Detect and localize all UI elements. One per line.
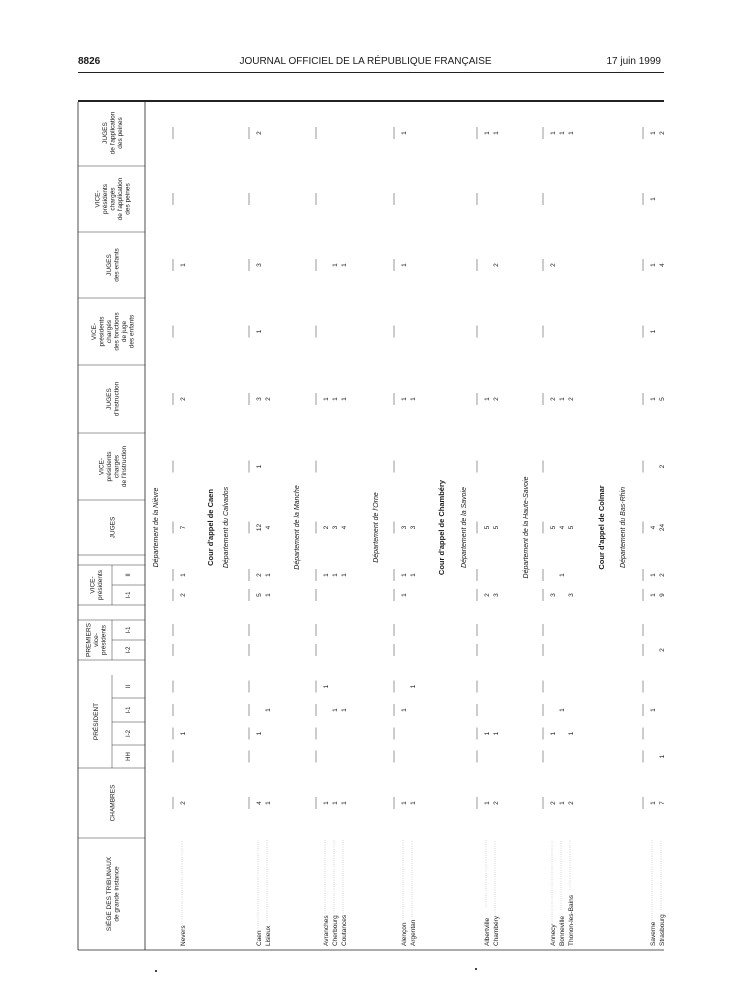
cell-juges_instruction: 3 (256, 397, 263, 401)
cell-vp_ii: 1 (323, 573, 330, 577)
cell-juges_instruction: 1 (650, 397, 657, 401)
column-header-juges_enfants: des enfants (113, 248, 121, 282)
column-header-vp_instruction: de l'instruction (120, 445, 128, 488)
cell-chambres: 2 (550, 801, 557, 805)
cell-vp_ii: 1 (180, 573, 187, 577)
cell-vp_i1: 3 (550, 593, 557, 597)
cour-heading: Cour d'appel de Chambéry (437, 479, 446, 576)
cell-vp_instruction: 1 (256, 464, 263, 469)
cell-juges_instruction: 5 (659, 397, 666, 401)
subcolumn-header-vp_ii: II (126, 573, 132, 577)
subcolumn-header-premiers_vp_i2: I-2 (126, 646, 132, 654)
column-header-vp_instruction: présidents (105, 451, 113, 482)
cell-vp_ii: 1 (341, 573, 348, 577)
cell-juges: 4 (650, 525, 657, 530)
cell-juges_enfants: 1 (332, 263, 339, 267)
cell-president_i1: 1 (332, 708, 339, 712)
cell-president_i1: 1 (559, 708, 566, 712)
cell-juges: 7 (180, 525, 187, 530)
cell-premiers_vp_i2: 2 (659, 648, 666, 652)
column-header-juges_instruction: d'instruction (113, 381, 121, 417)
column-header-vp: VICE- (89, 576, 97, 594)
cell-juges_instruction: 1 (341, 397, 348, 401)
tribunal-name: Saverne (650, 921, 657, 946)
departement-heading: Département de l'Orne (373, 492, 380, 563)
cell-juges_enfants: 4 (659, 263, 666, 267)
cell-president_i2: 1 (484, 731, 491, 736)
cell-juges: 12 (256, 523, 263, 532)
tribunal-name: Lisieux (265, 925, 272, 946)
cell-president_ii: 1 (410, 684, 417, 689)
journal-title: JOURNAL OFFICIEL DE LA RÉPUBLIQUE FRANÇAISE (239, 56, 492, 67)
cell-juges_application: 1 (484, 131, 491, 135)
cell-juges: 4 (559, 525, 566, 530)
tribunal-name: Chambéry (493, 916, 500, 946)
cell-chambres: 1 (559, 801, 566, 805)
subcolumn-header-president_i1: I-1 (126, 706, 132, 714)
cell-juges_instruction: 1 (484, 397, 491, 401)
cell-juges: 2 (323, 525, 330, 530)
cell-chambres: 1 (323, 801, 330, 805)
tribunal-name: Albertville (484, 917, 491, 946)
cell-vp_i1: 5 (256, 593, 263, 597)
cell-chambres: 1 (410, 801, 417, 805)
cell-juges_enfants: 1 (401, 263, 408, 267)
tribunal-name: Cherbourg (332, 915, 339, 946)
subcolumn-header-president_ii: II (126, 684, 132, 689)
cell-chambres: 4 (256, 801, 263, 805)
column-header-vp_application: chargés (109, 187, 117, 211)
cell-juges: 24 (659, 523, 666, 532)
subcolumn-header-president_i2: I-2 (126, 729, 132, 738)
cell-president_i1: 1 (265, 708, 272, 712)
cell-juges: 4 (265, 525, 272, 530)
tribunal-name: Bonneville (559, 916, 566, 946)
column-header-vp_enfants: chargés (105, 319, 113, 344)
cell-juges_enfants: 2 (550, 263, 557, 267)
cell-vp_enfants: 1 (650, 329, 657, 334)
cell-vp_ii: 2 (659, 573, 666, 577)
departement-heading: Département de la Haute-Savoie (523, 476, 530, 579)
cour-heading: Cour d'appel de Caen (206, 489, 215, 566)
cell-chambres: 1 (401, 801, 408, 805)
cell-president_i2: 1 (180, 731, 187, 736)
cell-juges_application: 2 (256, 131, 263, 135)
column-header-juges_enfants: JUGES (105, 254, 113, 276)
tribunal-name: Annecy (550, 924, 557, 946)
column-header-vp_instruction: VICE- (98, 457, 106, 476)
cell-juges_instruction: 2 (550, 397, 557, 401)
cell-juges: 4 (341, 525, 348, 530)
cell-vp_i1: 1 (401, 593, 408, 597)
cell-president_i2: 1 (568, 731, 575, 736)
cell-juges_instruction: 1 (410, 397, 417, 401)
cell-chambres: 1 (332, 801, 339, 805)
footer-mark (155, 970, 157, 972)
column-header-juges: JUGES (109, 516, 117, 539)
tribunal-name: Avranches (323, 915, 330, 946)
column-header-vp: présidents (96, 570, 104, 600)
cell-juges_enfants: 1 (341, 263, 348, 267)
column-header-vp_application: présidents (102, 184, 109, 214)
tribunal-name: Alençon (401, 922, 408, 946)
cell-vp_ii: 2 (256, 573, 263, 577)
cell-juges_enfants: 2 (493, 263, 500, 267)
cell-vp_i1: 2 (180, 593, 187, 597)
cell-president_ii: 1 (323, 684, 330, 689)
cell-chambres: 7 (659, 801, 666, 805)
cell-juges_application: 2 (659, 131, 666, 135)
cell-vp_ii: 1 (401, 573, 408, 577)
column-header-premiers_vp: PREMIERS (85, 623, 93, 657)
cell-vp_ii: 1 (265, 573, 272, 577)
column-header-juges_application: de l'application (109, 111, 117, 155)
column-header-vp_enfants: des fonctions (113, 312, 121, 351)
cell-vp_i1: 3 (493, 593, 500, 597)
cell-vp_enfants: 1 (256, 329, 263, 334)
column-header-vp_instruction: chargés (113, 454, 121, 479)
cell-vp_ii: 1 (332, 573, 339, 577)
subcolumn-header-premiers_vp_i1: I-1 (126, 626, 132, 634)
departement-heading: Département de la Nièvre (153, 487, 160, 568)
publication-date: 17 juin 1999 (606, 56, 661, 67)
cell-juges_instruction: 1 (332, 397, 339, 401)
tribunal-name: Argentan (410, 919, 417, 946)
cell-juges_instruction: 2 (493, 397, 500, 401)
column-header-vp_enfants: des enfants (128, 314, 136, 349)
cell-chambres: 1 (341, 801, 348, 805)
cell-chambres: 1 (650, 801, 657, 805)
cell-juges: 5 (493, 525, 500, 530)
departement-heading: Département du Calvados (223, 486, 230, 569)
footer-mark (475, 968, 477, 970)
cell-chambres: 2 (568, 801, 575, 805)
cell-chambres: 2 (180, 801, 187, 805)
cell-juges_instruction: 1 (323, 397, 330, 401)
column-header-vp_enfants: de juge (120, 320, 128, 343)
cell-president_i1: 1 (341, 708, 348, 712)
cell-juges_instruction: 2 (265, 397, 272, 401)
subcolumn-header-president_hh: HH (126, 752, 132, 761)
departement-heading: Département de la Savoie (461, 487, 468, 568)
cell-vp_instruction: 2 (659, 464, 666, 469)
cell-vp_ii: 1 (650, 573, 657, 577)
cour-heading: Cour d'appel de Colmar (597, 485, 606, 570)
cell-juges_application: 1 (559, 131, 566, 135)
cell-vp_i1: 2 (484, 593, 491, 597)
column-header-siege: SIÈGE DES TRIBUNAUX (105, 856, 113, 932)
column-header-president: PRÉSIDENT (93, 702, 100, 741)
cell-juges_enfants: 1 (650, 263, 657, 267)
cell-vp_ii: 1 (410, 573, 417, 577)
departement-heading: Département du Bas-Rhin (620, 487, 627, 568)
subcolumn-header-vp_i1: I-1 (126, 591, 132, 599)
cell-juges_application: 1 (550, 131, 557, 135)
cell-president_hh: 1 (659, 754, 666, 759)
cell-president_i2: 1 (550, 731, 557, 736)
column-header-vp_application: des peines (124, 183, 132, 215)
cell-vp_application: 1 (650, 197, 657, 201)
column-header-premiers_vp: vice- (93, 633, 100, 647)
column-header-vp_application: de l'application (117, 177, 124, 221)
column-header-vp_enfants: présidents (98, 316, 106, 347)
cell-juges_instruction: 2 (568, 397, 575, 401)
column-header-vp_enfants: VICE- (90, 322, 98, 341)
cell-vp_ii: 1 (559, 573, 566, 577)
cell-chambres: 1 (484, 801, 491, 805)
cell-president_i2: 1 (256, 731, 263, 736)
cell-chambres: 1 (265, 801, 272, 805)
column-header-juges_application: JUGES (102, 122, 109, 144)
tribunal-name: Strasbourg (659, 914, 666, 946)
cell-juges: 5 (568, 525, 575, 530)
cell-vp_i1: 1 (265, 593, 272, 597)
column-header-vp_application: VICE- (94, 190, 102, 208)
page-number: 8826 (78, 56, 101, 67)
column-header-chambres: CHAMBRES (109, 784, 117, 822)
cell-juges_enfants: 3 (256, 263, 263, 267)
cell-juges_application: 1 (650, 131, 657, 135)
cell-juges: 5 (550, 525, 557, 530)
cell-vp_i1: 3 (568, 593, 575, 597)
cell-chambres: 2 (493, 801, 500, 805)
cell-juges_application: 1 (401, 131, 408, 135)
tribunal-name: Caen (256, 930, 263, 946)
cell-president_i2: 1 (493, 731, 500, 736)
cell-juges: 3 (410, 525, 417, 530)
cell-vp_i1: 9 (659, 593, 666, 597)
column-header-juges_instruction: JUGES (105, 388, 113, 410)
column-header-siege: de grande instance (113, 866, 121, 922)
cell-juges_enfants: 1 (180, 263, 187, 267)
tribunal-name: Coutances (341, 914, 348, 946)
cell-president_i1: 1 (401, 708, 408, 712)
column-header-premiers_vp: présidents (100, 625, 108, 655)
cell-president_i1: 1 (650, 708, 657, 712)
cell-juges_application: 1 (568, 131, 575, 135)
cell-vp_i1: 1 (650, 593, 657, 597)
departement-heading: Département de la Manche (294, 485, 301, 570)
tribunal-name: Thonon-les-Bains (568, 895, 575, 946)
cell-juges_instruction: 1 (559, 397, 566, 401)
cell-juges_application: 1 (493, 131, 500, 135)
cell-juges: 3 (401, 525, 408, 530)
column-header-juges_application: des peines (117, 117, 124, 149)
cell-juges_instruction: 1 (401, 397, 408, 401)
cell-juges_instruction: 2 (180, 397, 187, 401)
cell-juges: 3 (332, 525, 339, 530)
cell-juges: 5 (484, 525, 491, 530)
tribunal-name: Nevers (180, 925, 187, 946)
